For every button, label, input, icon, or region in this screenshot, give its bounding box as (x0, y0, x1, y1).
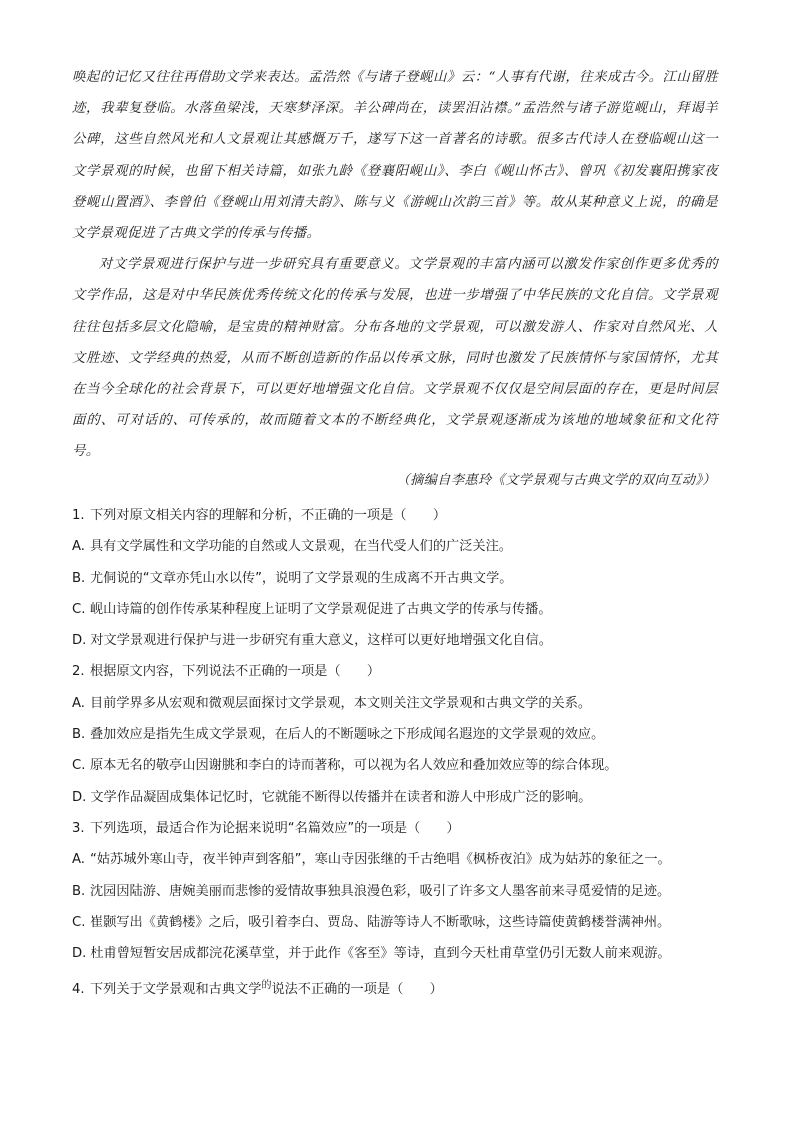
question-1-option-d (72, 625, 732, 656)
question-text: 下列选项，最适合作为论据来说明“名篇效应”的一项是（ ） (90, 820, 460, 836)
question-text-superscript: 的 (261, 980, 272, 991)
passage-paragraph-1: 唤起的记忆又往往再借助文学来表达。孟浩然《与诸子登岘山》云：“人事有代谢，往来成古今。江山留胜迹，我辈复登临。水落鱼梁浅，天寒梦泽深。羊公碑尚在，读罢泪沾襟。”孟浩然与诸子游览岘山，拜谒羊公碑，这些自然风光和人文景观让其感慨万千，遂写下这一首著名的诗歌。很多古代诗人在登临岘山这一文学景观的时候，也留下相关诗篇，如张九龄《登襄阳岘山》、李白《岘山怀古》、曾巩《初发襄阳携家夜登岘山置酒》、李曾伯《登岘山用刘清夫韵》、陈与义《游岘山次韵三首》等。故从某种意义上说，的确是文学景观促进了古典文学的传承与传播。 (72, 70, 718, 242)
option-text: 崔颢写出《黄鹤楼》之后，吸引着李白、贾岛、陆游等诗人不断歌咏，这些诗篇使黄鹤楼誉满神州。 (90, 914, 671, 930)
question-2-option-b (72, 719, 732, 750)
question-4-stem (72, 974, 443, 1006)
question-number: 3. (72, 820, 85, 836)
option-text: 岘山诗篇的创作传承某种程度上证明了文学景观促进了古典文学的传承与传播。 (90, 601, 552, 617)
option-letter: C. (72, 758, 86, 774)
option-text: 对文学景观进行保护与进一步研究有重大意义，这样可以更好地增强文化自信。 (90, 633, 552, 649)
question-text-part: 下列关于文学景观和古典文学 (90, 982, 262, 997)
option-text: 具有文学属性和文学功能的自然或人文景观，在当代受人们的广泛关注。 (90, 539, 512, 555)
option-letter: D. (72, 789, 87, 805)
option-letter: B. (72, 727, 86, 743)
question-3-option-a (72, 844, 732, 875)
question-2-stem (72, 656, 732, 687)
question-number: 4. (72, 982, 85, 997)
question-3-option-c (72, 907, 732, 938)
option-letter: D. (72, 946, 87, 962)
option-text: 叠加效应是指先生成文学景观，在后人的不断题咏之下形成闻名遐迩的文学景观的效应。 (90, 727, 605, 743)
option-letter: B. (72, 570, 86, 586)
option-text: “姑苏城外寒山寺，夜半钟声到客船”，寒山寺因张继的千古绝唱《枫桥夜泊》成为姑苏的象征之一。 (90, 852, 671, 868)
question-2-option-a (72, 688, 732, 719)
option-letter: C. (72, 601, 86, 617)
option-letter: A. (72, 852, 85, 868)
option-letter: D. (72, 633, 87, 649)
question-2-option-c (72, 750, 732, 781)
option-text: 杜甫曾短暂安居成都浣花溪草堂，并于此作《客至》等诗，直到今天杜甫草堂仍引无数人前来观游。 (90, 946, 671, 962)
option-letter: B. (72, 883, 86, 899)
question-3-option-d (72, 938, 732, 969)
question-3-option-b (72, 876, 732, 907)
question-text: 下列对原文相关内容的理解和分析，不正确的一项是（ ） (90, 508, 447, 523)
option-text: 原本无名的敬亭山因谢朓和李白的诗而著称，可以视为名人效应和叠加效应等的综合体现。 (90, 758, 618, 774)
option-text: 沈园因陆游、唐婉美丽而悲惨的爱情故事独具浪漫色彩，吸引了许多文人墨客前来寻觅爱情的足迹。 (90, 883, 671, 899)
question-3-stem (72, 813, 732, 844)
passage-source: （摘编自李惠玲《文学景观与古典文学的双向互动》） (396, 473, 716, 488)
question-1-option-b (72, 563, 732, 594)
question-2-option-d (72, 782, 732, 813)
question-text-part: 说法不正确的一项是（ ） (271, 982, 443, 997)
option-letter: A. (72, 539, 85, 555)
option-text: 目前学界多从宏观和微观层面探讨文学景观，本文则关注文学景观和古典文学的关系。 (90, 695, 592, 711)
option-letter: C. (72, 914, 86, 930)
option-text: 文学作品凝固成集体记忆时，它就能不断得以传播并在读者和游人中形成广泛的影响。 (90, 789, 592, 805)
question-text: 根据原文内容，下列说法不正确的一项是（ ） (90, 664, 381, 680)
passage-paragraph-2: 对文学景观进行保护与进一步研究具有重要意义。文学景观的丰富内涵可以激发作家创作更多优秀的文学作品，这是对中华民族优秀传统文化的传承与发展，也进一步增强了中华民族的文化自信。文学景观往往包括多层文化隐喻，是宝贵的精神财富。分布各地的文学景观，可以激发游人、作家对自然风光、人文胜迹、文学经典的热爱，从而不断创造新的作品以传承文脉，同时也激发了民族情怀与家国情怀，尤其在当今全球化的社会背景下，可以更好地增强文化自信。文学景观不仅仅是空间层面的存在，更是时间层面的、可对话的、可传承的，故而随着文本的不断经典化，文学景观逐渐成为该地的地域象征和文化符号。 (72, 257, 718, 460)
question-1-stem (72, 500, 732, 531)
option-letter: A. (72, 695, 85, 711)
question-number: 2. (72, 664, 85, 680)
question-list (72, 500, 732, 969)
question-number: 1. (72, 508, 85, 523)
reading-passage (72, 62, 718, 468)
question-1-option-a (72, 531, 732, 562)
option-text: 尤侗说的“文章亦凭山水以传”，说明了文学景观的生成离不开古典文学。 (90, 570, 513, 586)
question-1-option-c (72, 594, 732, 625)
